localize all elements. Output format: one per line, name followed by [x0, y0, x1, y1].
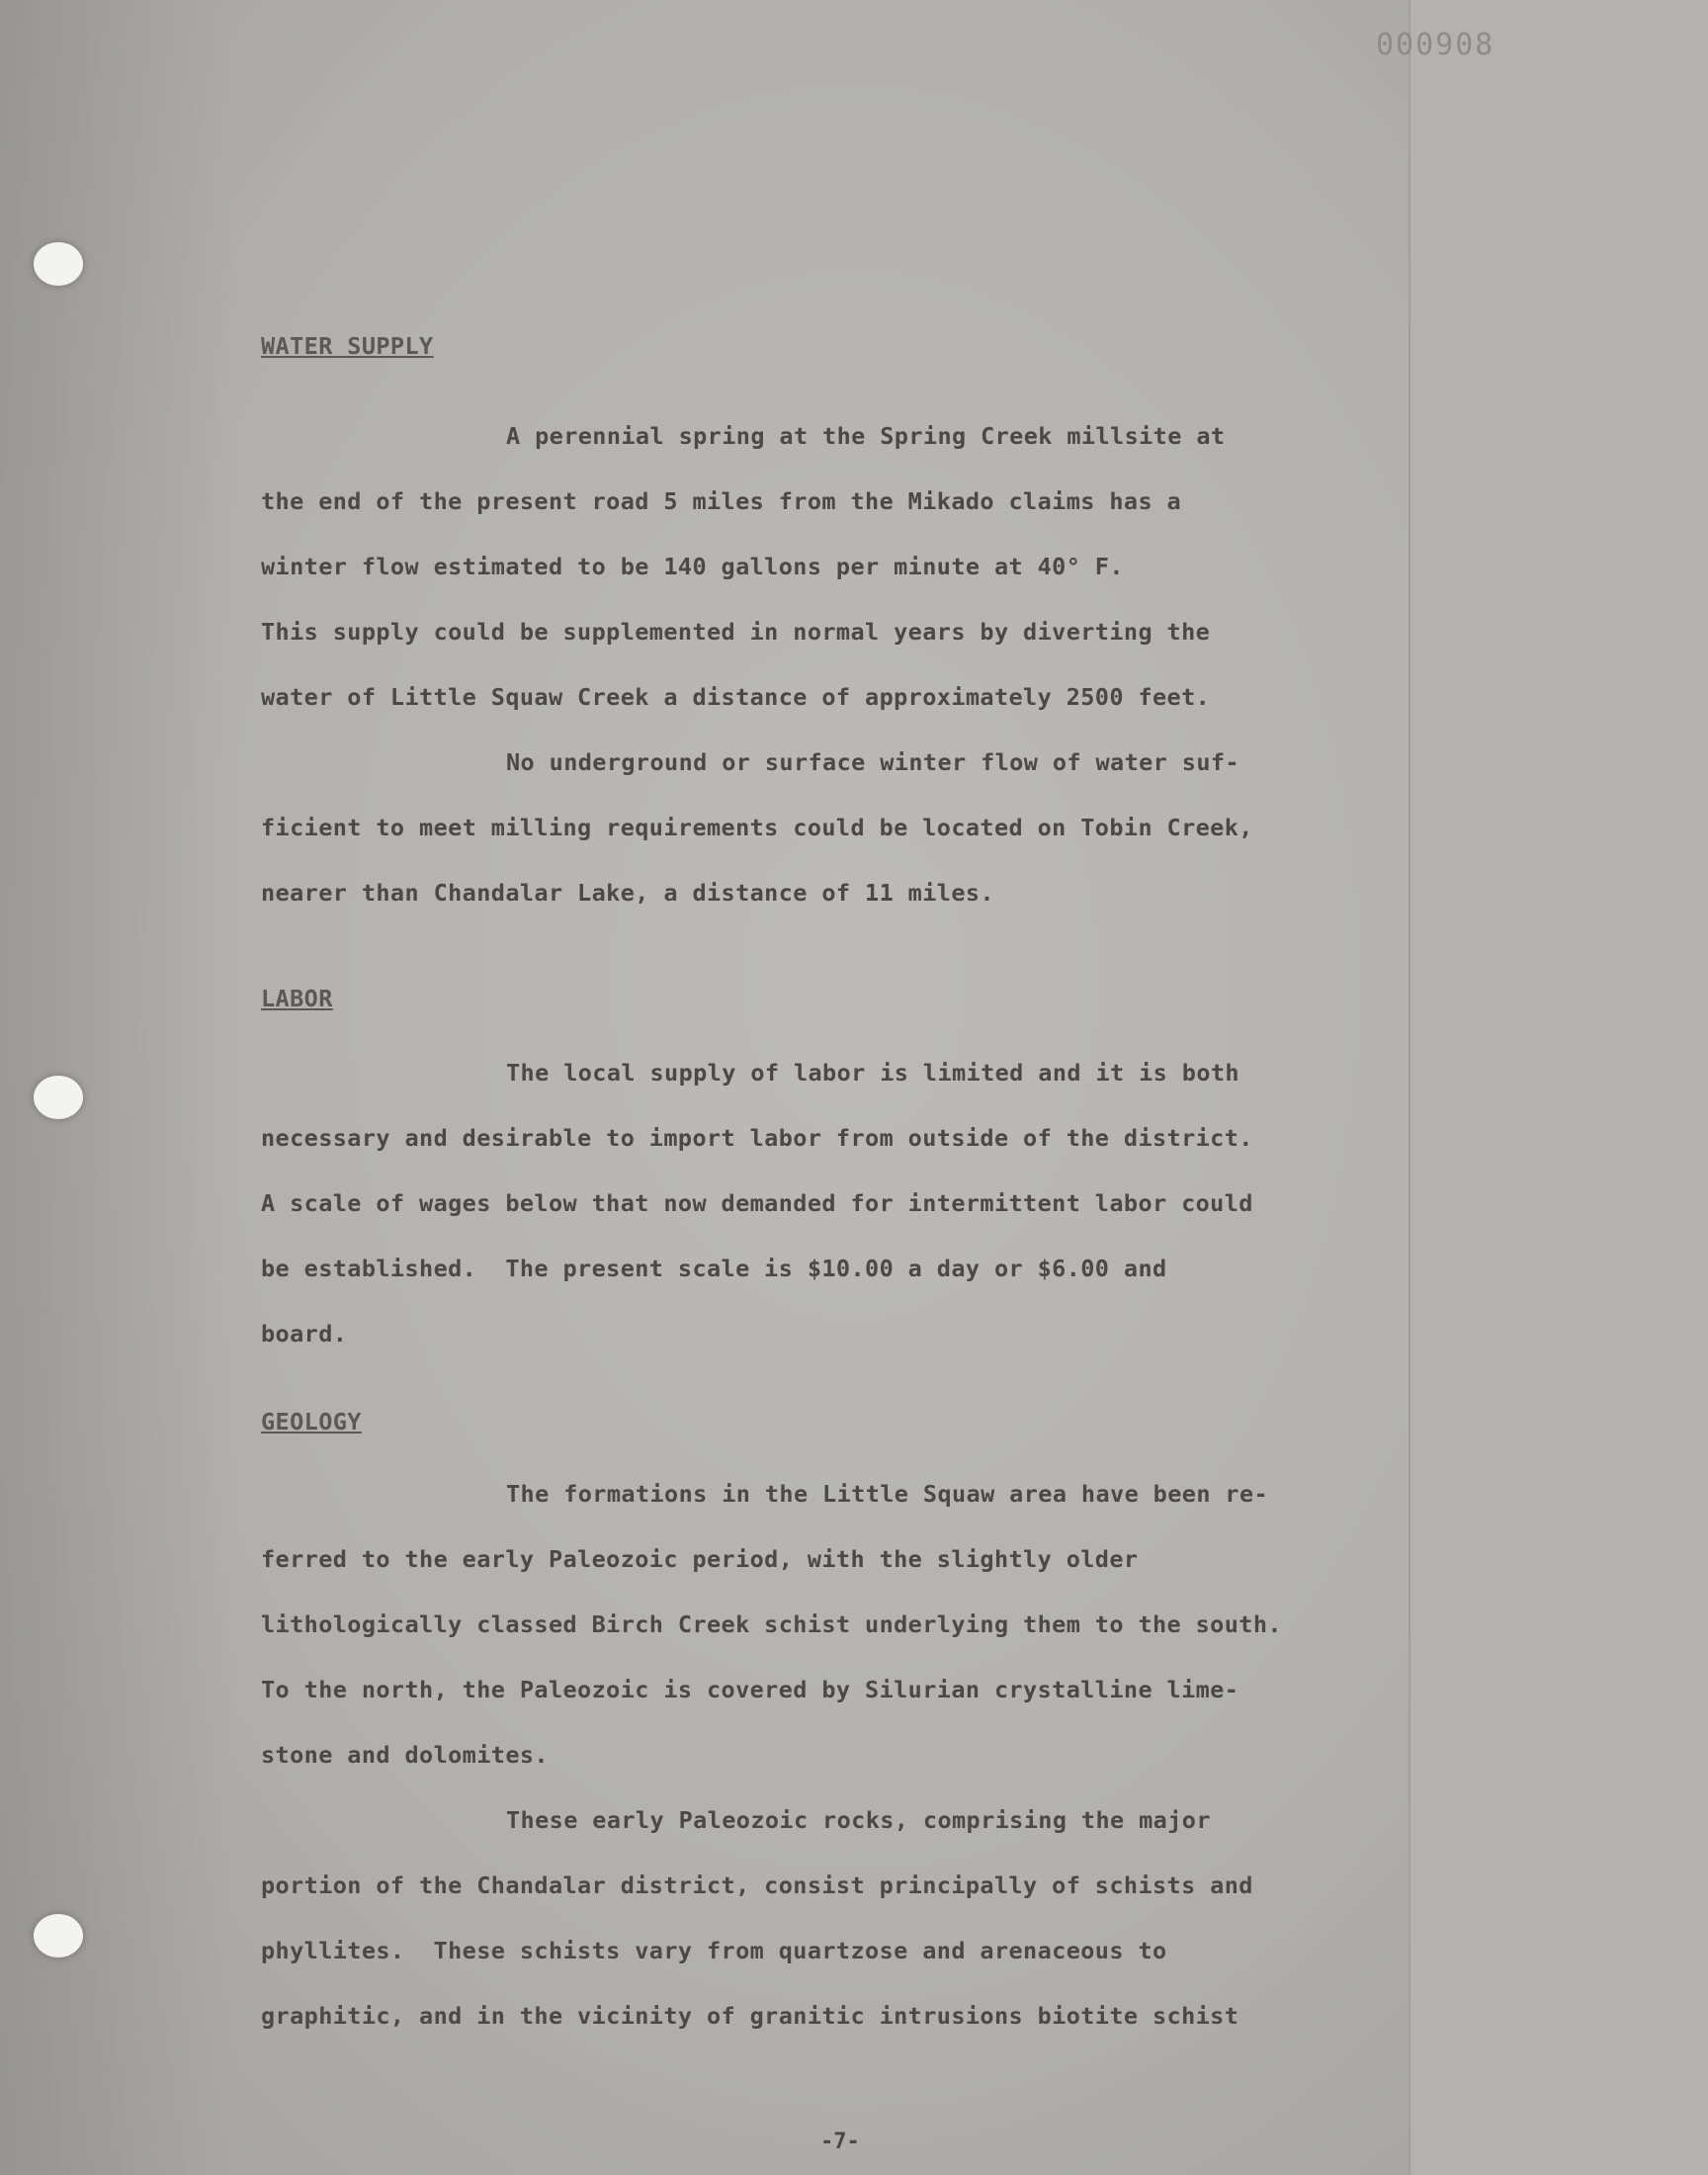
text-line: portion of the Chandalar district, consist principally of schists and: [261, 1871, 1253, 1899]
punch-hole: [34, 1076, 83, 1119]
text-line: The formations in the Little Squaw area have been re-: [506, 1480, 1269, 1508]
text-line: A perennial spring at the Spring Creek millsite at: [506, 422, 1226, 450]
section-geology: [261, 1402, 1408, 2048]
section-heading: LABOR: [261, 985, 333, 1012]
text-line: This supply could be supplemented in normal years by diverting the: [261, 618, 1211, 646]
document-number: 000908: [1376, 28, 1495, 62]
text-line: necessary and desirable to import labor from outside of the district.: [261, 1124, 1253, 1152]
punch-hole: [34, 1914, 83, 1958]
text-line: lithologically classed Birch Creek schist underlying them to the south.: [261, 1610, 1282, 1638]
text-line: ficient to meet milling requirements could be located on Tobin Creek,: [261, 814, 1253, 841]
text-line: water of Little Squaw Creek a distance of approximately 2500 feet.: [261, 683, 1211, 711]
text-line: These early Paleozoic rocks, comprising the major: [506, 1806, 1211, 1834]
text-line: graphitic, and in the vicinity of granitic intrusions biotite schist: [261, 2002, 1239, 2030]
paragraph: [261, 1461, 1408, 1787]
text-line: phyllites. These schists vary from quartzose and arenaceous to: [261, 1937, 1167, 1964]
section-water-supply: [261, 326, 1408, 925]
text-line: The local supply of labor is limited and it is both: [506, 1059, 1239, 1087]
text-line: stone and dolomites.: [261, 1741, 549, 1769]
text-line: A scale of wages below that now demanded for intermittent labor could: [261, 1189, 1253, 1217]
page-number: -7-: [820, 2130, 860, 2154]
paragraph: [261, 1787, 1408, 2048]
text-line: be established. The present scale is $10.00 a day or $6.00 and: [261, 1255, 1167, 1282]
text-line: board.: [261, 1320, 348, 1348]
punch-hole: [34, 242, 83, 286]
text-line: nearer than Chandalar Lake, a distance of 11 miles.: [261, 879, 994, 907]
paragraph: [261, 730, 1408, 925]
paragraph: [261, 1040, 1408, 1366]
text-line: winter flow estimated to be 140 gallons per minute at 40° F.: [261, 553, 1124, 580]
text-line: To the north, the Paleozoic is covered by Silurian crystalline lime-: [261, 1676, 1239, 1703]
section-labor: [261, 979, 1408, 1366]
text-line: No underground or surface winter flow of water suf-: [506, 748, 1239, 776]
text-line: ferred to the early Paleozoic period, with the slightly older: [261, 1545, 1139, 1573]
section-heading: GEOLOGY: [261, 1408, 362, 1436]
text-line: the end of the present road 5 miles from the Mikado claims has a: [261, 487, 1182, 515]
page-margin-strip: [1409, 0, 1708, 2175]
section-heading: WATER SUPPLY: [261, 332, 434, 360]
paragraph: [261, 403, 1408, 730]
